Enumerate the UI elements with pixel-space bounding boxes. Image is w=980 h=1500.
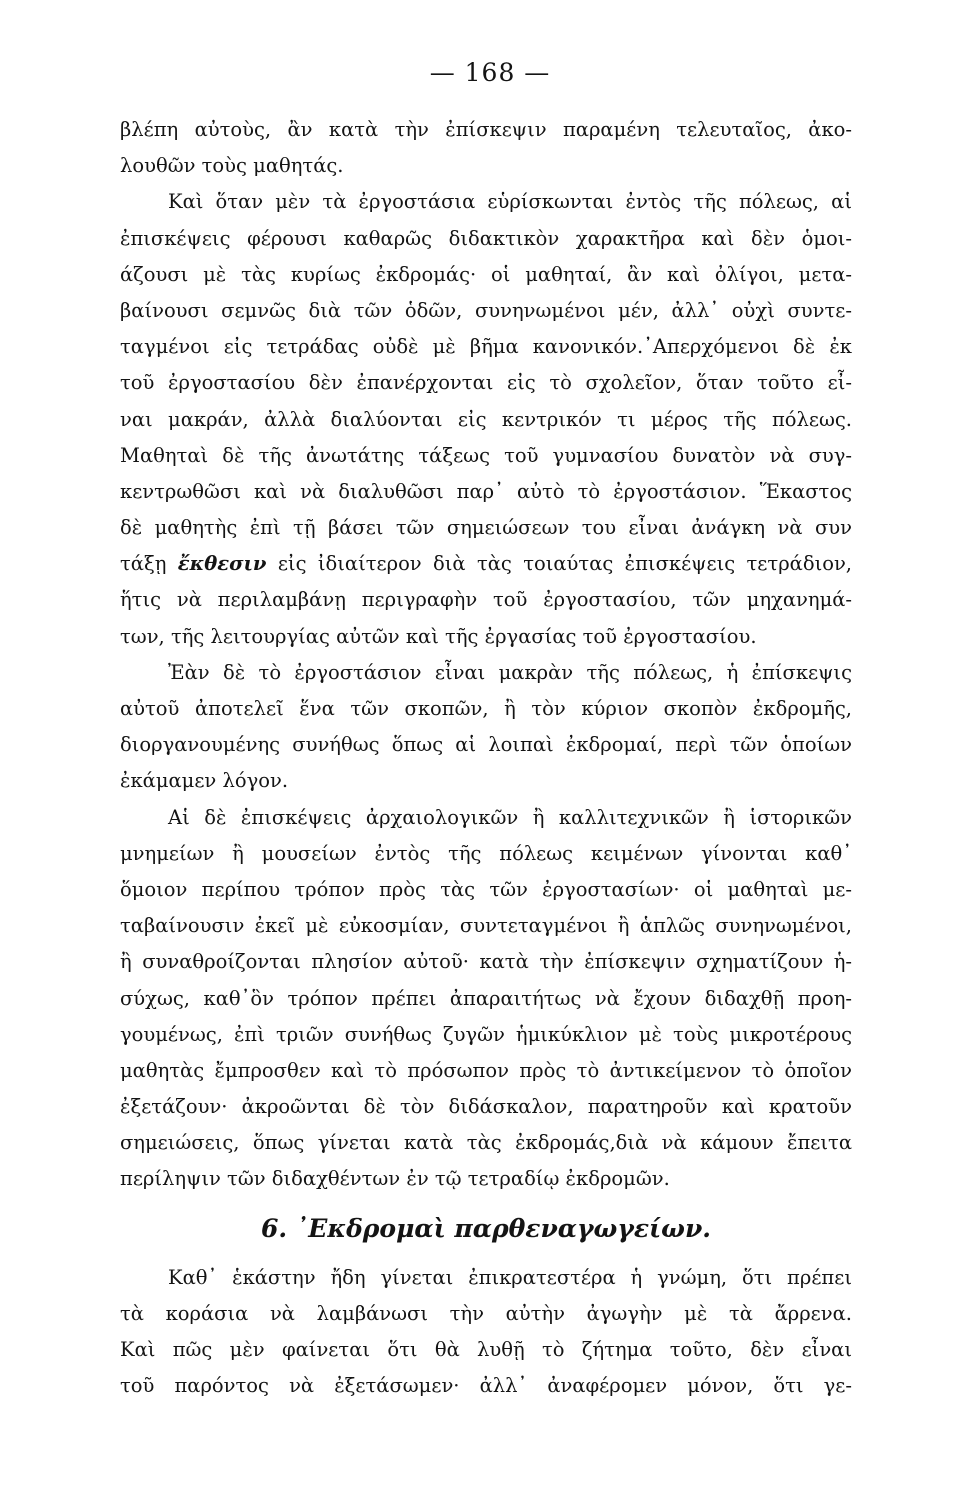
text-line: ἥτις νὰ περιλαμβάνῃ περιγραφὴν τοῦ ἐργοστασίου, τῶν μηχανημά- — [120, 588, 852, 612]
text-line: ἐπισκέψεις φέρουσι καθαρῶς διδακτικὸν χαρακτῆρα καὶ δὲν ὁμοι- — [120, 226, 852, 250]
text-line: βαίνουσι σεμνῶς διὰ τῶν ὁδῶν, συνηνωμένοι μέν, ἀλλ᾽ οὐχὶ συντε- — [120, 298, 852, 322]
text-line: τὰ κοράσια νὰ λαμβάνωσι τὴν αὐτὴν ἀγωγὴν μὲ τὰ ἄρρενα. — [120, 1301, 852, 1325]
text-line-with-emphasis — [120, 546, 852, 582]
text-line: κεντρωθῶσι καὶ νὰ διαλυθῶσι παρ᾽ αὐτὸ τὸ ἐργοστάσιον. Ἕκαστος — [120, 479, 852, 503]
text-line: αὐτοῦ ἀποτελεῖ ἕνα τῶν σκοπῶν, ἢ τὸν κύριον σκοπὸν ἐκδρομῆς, — [120, 697, 852, 720]
text-line: ἐξετάζουν· ἀκροῶνται δὲ τὸν διδάσκαλον, παρατηροῦν καὶ κρατοῦν — [120, 1095, 852, 1119]
text-line: ὅμοιον περίπου τρόπον πρὸς τὰς τῶν ἐργοστασίων· οἱ μαθηταὶ με- — [120, 877, 852, 901]
text-span: τάξῃ — [120, 552, 178, 576]
paragraph-start: Αἱ δὲ ἐπισκέψεις ἀρχαιολογικῶν ἢ καλλιτεχνικῶν ἢ ἱστορικῶν — [168, 805, 852, 829]
text-line: διοργανουμένης συνήθως ὅπως αἱ λοιπαὶ ἐκδρομαί, περὶ τῶν ὁποίων — [120, 733, 852, 757]
text-line: ναι μακράν, ἀλλὰ διαλύονται εἰς κεντρικόν τι μέρος τῆς πόλεως. — [120, 407, 852, 431]
text-line: άζουσι μὲ τὰς κυρίως ἐκδρομάς· οἱ μαθηταί, ἂν καὶ ὀλίγοι, μετα- — [120, 262, 852, 286]
emphasis-word: ἔκθεσιν — [177, 552, 267, 576]
text-line: ταβαίνουσιν ἐκεῖ μὲ εὐκοσμίαν, συντεταγμένοι ἢ ἁπλῶς συνηνωμένοι, — [120, 914, 852, 938]
paragraph-start: Καὶ ὅταν μὲν τὰ ἐργοστάσια εὑρίσκωνται ἐντὸς τῆς πόλεως, αἱ — [168, 190, 852, 214]
text-line: των, τῆς λειτουργίας αὐτῶν καὶ τῆς ἐργασίας τοῦ ἐργοστασίου. — [120, 624, 757, 648]
text-line: περίληψιν τῶν διδαχθέντων ἐν τῷ τετραδίῳ ἐκδρομῶν. — [120, 1167, 670, 1191]
text-line: τοῦ ἐργοστασίου δὲν ἐπανέρχονται εἰς τὸ σχολεῖον, ὅταν τοῦτο εἶ- — [120, 371, 852, 395]
text-line: σύχως, καθ᾽ὃν τρόπον πρέπει ἀπαραιτήτως νὰ ἔχουν διδαχθῇ προη- — [120, 986, 852, 1010]
section-heading: 6. ᾽Εκδρομαὶ παρθεναγωγείων. — [261, 1213, 711, 1243]
text-line: μαθητὰς ἔμπροσθεν καὶ τὸ πρόσωπον πρὸς τὸ ἀντικείμενον τὸ ὁποῖον — [120, 1058, 852, 1082]
text-line: ἢ συναθροίζονται πλησίον αὐτοῦ· κατὰ τὴν ἐπίσκεψιν σχηματίζουν ἡ- — [120, 950, 852, 974]
text-line: τοῦ παρόντος νὰ ἐξετάσωμεν· ἀλλ᾽ ἀναφέρομεν μόνον, ὅτι γε- — [120, 1374, 852, 1398]
text-line: ἐκάμαμεν λόγον. — [120, 769, 289, 793]
text-line: δὲ μαθητὴς ἐπὶ τῇ βάσει τῶν σημειώσεων του εἶναι ἀνάγκη νὰ συν — [120, 516, 852, 540]
text-line: μνημείων ἢ μουσείων ἐντὸς τῆς πόλεως κειμένων γίνονται καθ᾽ — [120, 841, 852, 865]
paragraph-start: Καθ᾽ ἑκάστην ἤδη γίνεται ἐπικρατεστέρα ἡ γνώμη, ὅτι πρέπει — [168, 1265, 852, 1289]
text-line: βλέπη αὐτοὺς, ἂν κατὰ τὴν ἐπίσκεψιν παραμένη τελευταῖος, ἀκο- — [120, 118, 852, 141]
text-line: Μαθηταὶ δὲ τῆς ἀνωτάτης τάξεως τοῦ γυμνασίου δυνατὸν νὰ συγ- — [120, 443, 852, 467]
text-line: Καὶ πῶς μὲν φαίνεται ὅτι θὰ λυθῇ τὸ ζήτημα τοῦτο, δὲν εἶναι — [120, 1338, 852, 1361]
text-line: λουθῶν τοὺς μαθητάς. — [120, 154, 344, 178]
text-line: ταγμένοι εἰς τετράδας οὐδὲ μὲ βῆμα κανονικόν.᾽Απερχόμενοι δὲ ἐκ — [120, 335, 852, 359]
text-line: γουμένως, ἐπὶ τριῶν συνήθως ζυγῶν ἡμικύκλιον μὲ τοὺς μικροτέρους — [120, 1022, 852, 1046]
page-number: — 168 — — [429, 58, 551, 87]
paragraph-start: Ἐὰν δὲ τὸ ἐργοστάσιον εἶναι μακρὰν τῆς πόλεως, ἡ ἐπίσκεψις — [168, 660, 852, 684]
text-line: σημειώσεις, ὅπως γίνεται κατὰ τὰς ἐκδρομάς,διὰ νὰ κάμουν ἔπειτα — [120, 1131, 852, 1155]
text-span: εἰς ἰδιαίτερον διὰ τὰς τοιαύτας ἐπισκέψεις τετράδιον, — [266, 552, 852, 576]
body-text — [120, 112, 852, 1404]
